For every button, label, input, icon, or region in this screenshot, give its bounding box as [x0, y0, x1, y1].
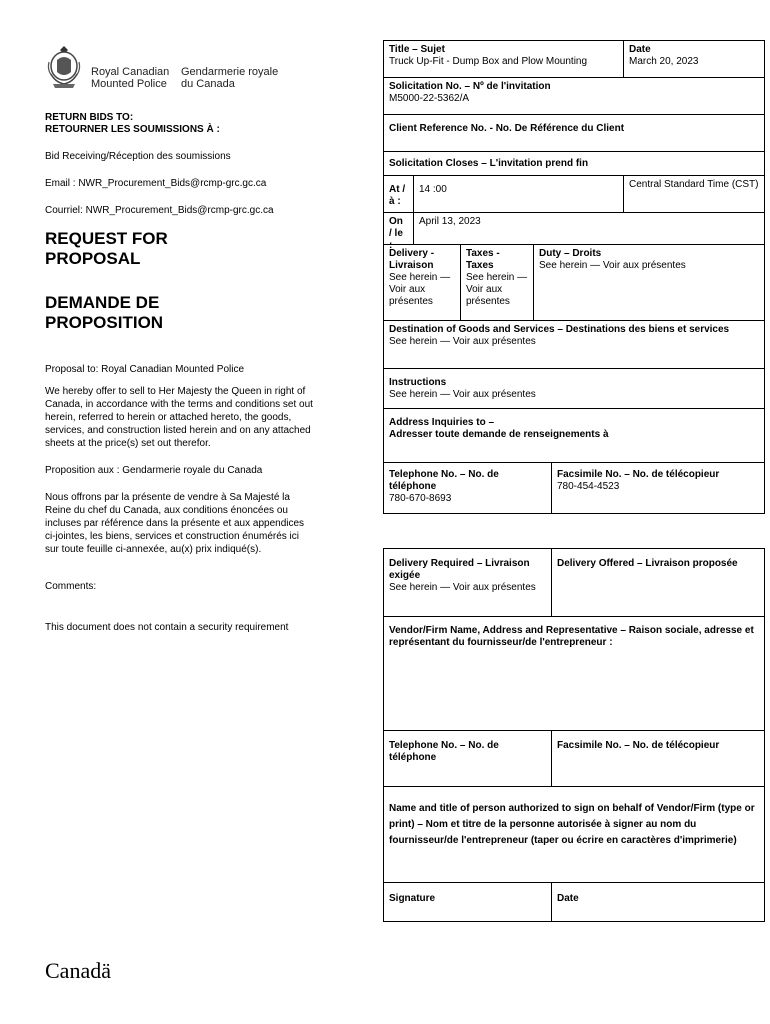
- fax-cell: [552, 463, 764, 513]
- return-bids: [45, 112, 315, 136]
- timezone: Central Standard Time (CST): [629, 179, 759, 190]
- delivery-value: See herein — Voir aux présentes: [389, 272, 451, 307]
- date-cell: [624, 41, 764, 77]
- solicitation-cell: [384, 78, 764, 114]
- vendor-tel-label[interactable]: Telephone No. – No. de téléphone: [384, 731, 552, 786]
- canada-wordmark: Canadä: [45, 958, 111, 983]
- offer-fr: Nous offrons par la présente de vendre à Sa Majesté la Reine du chef du Canada, aux conditions énoncées ou incluses par référence dans la présente et aux appendices ci-jointes, les biens, services et construction énumérés ici sur toute feuille ci-annexée, au(x) prix indiqué(s).: [45, 492, 305, 555]
- delivery-req-cell: [384, 549, 552, 616]
- solicitation-label: Solicitation No. – Nº de l'invitation: [389, 81, 551, 92]
- vendor-form: [383, 548, 765, 922]
- name-title-row[interactable]: [384, 787, 764, 883]
- email-text: Email : NWR_Procurement_Bids@rcmp-grc.gc.ca: [45, 178, 267, 189]
- destination-cell: [384, 321, 764, 368]
- rfp-title-fr-line2: PROPOSITION: [45, 313, 164, 332]
- title-label: Title – Sujet: [389, 44, 445, 55]
- rcmp-logo: [45, 40, 315, 90]
- closing-time: 14 :00: [414, 176, 624, 212]
- at-label: At /à :: [384, 176, 414, 212]
- return-bids-fr: RETOURNER LES SOUMISSIONS À :: [45, 124, 220, 135]
- closes-time-row: [384, 176, 764, 213]
- tel-cell: [384, 463, 552, 513]
- instructions-cell: [384, 369, 764, 408]
- title-cell: [384, 41, 624, 77]
- address-cell: [384, 409, 764, 462]
- tel-value: 780-670-8693: [389, 493, 452, 504]
- destination-label: Destination of Goods and Services – Destinations des biens et services: [389, 324, 730, 335]
- title-row: [384, 41, 764, 78]
- signature-label[interactable]: Signature: [384, 883, 552, 921]
- bid-receiving: Bid Receiving/Réception des soumissions: [45, 151, 231, 162]
- vendor-label: Vendor/Firm Name, Address and Representative – Raison sociale, adresse et représentant du fournisseur/de l'entrepreneur :: [389, 625, 754, 648]
- signature-date-label[interactable]: Date: [557, 893, 579, 904]
- bid-info-form: [383, 40, 765, 514]
- rcmp-crest-icon: [45, 44, 83, 90]
- date-value: March 20, 2023: [629, 56, 699, 67]
- client-ref-row: [384, 115, 764, 152]
- left-column: [45, 40, 315, 634]
- address-label: Address Inquiries to –: [389, 417, 495, 428]
- delivery-req-label: Delivery Required – Livraison exigée: [389, 558, 530, 581]
- vendor-fax-label[interactable]: Facsimile No. – No. de télécopieur: [557, 740, 720, 751]
- duty-cell: [534, 245, 764, 320]
- rcmp-name-en: Royal Canadian Mounted Police: [91, 66, 170, 90]
- rfp-title-en-line2: PROPOSAL: [45, 249, 141, 268]
- rfp-title-fr-line1: DEMANDE DE: [45, 293, 160, 312]
- rfp-title-fr: [45, 293, 315, 333]
- destination-row: [384, 321, 764, 369]
- rfp-title-en-line1: REQUEST FOR: [45, 229, 168, 248]
- vendor-contact-row: [384, 731, 764, 787]
- closes-date-row: [384, 213, 764, 251]
- name-title-label: Name and title of person authorized to sign on behalf of Vendor/Firm (type or print) – Nom et titre de la personne autorisée à signer au nom du fournisseur/de l'entrepreneur (taper ou écrire en caractères d'imprimerie): [389, 803, 755, 846]
- on-label: On / le :: [384, 213, 414, 244]
- delivery-req-value: See herein — Voir aux présentes: [389, 582, 536, 593]
- signature-row: [384, 883, 764, 921]
- delivery-cell: [384, 245, 461, 320]
- comments-label: Comments:: [45, 581, 97, 592]
- destination-value: See herein — Voir aux présentes: [389, 336, 536, 347]
- closes-label: Solicitation Closes – L'invitation prend fin: [389, 158, 589, 169]
- courriel-text: Courriel: NWR_Procurement_Bids@rcmp-grc.gc.ca: [45, 205, 274, 216]
- rcmp-name-fr: Gendarmerie royale du Canada: [181, 66, 279, 90]
- date-label: Date: [629, 44, 651, 55]
- rfp-title-en: [45, 229, 315, 269]
- closes-row: [384, 152, 764, 176]
- proposal-to: Proposal to: Royal Canadian Mounted Police: [45, 364, 245, 375]
- delivery-label: Delivery - Livraison: [389, 248, 435, 271]
- taxes-label: Taxes - Taxes: [466, 248, 500, 271]
- closing-date: April 13, 2023: [419, 216, 481, 227]
- solicitation-row: [384, 78, 764, 115]
- delivery-off-label: Delivery Offered – Livraison proposée: [557, 558, 738, 569]
- taxes-value: See herein — Voir aux présentes: [466, 272, 528, 307]
- address-label-fr: Adresser toute demande de renseignements à: [389, 429, 609, 440]
- duty-value: See herein — Voir aux présentes: [539, 260, 686, 271]
- contact-row: [384, 463, 764, 513]
- proposition-aux: Proposition aux : Gendarmerie royale du Canada: [45, 465, 263, 476]
- vendor-row[interactable]: [384, 617, 764, 731]
- delivery-taxes-row: [384, 245, 764, 321]
- title-value: Truck Up-Fit - Dump Box and Plow Mounting: [389, 56, 588, 67]
- security-note: This document does not contain a security requirement: [45, 622, 289, 633]
- instructions-row: [384, 369, 764, 409]
- duty-label: Duty – Droits: [539, 248, 602, 259]
- delivery-req-row: [384, 549, 764, 617]
- taxes-cell: [461, 245, 534, 320]
- fax-value: 780-454-4523: [557, 481, 620, 492]
- client-ref-label: Client Reference No. - No. De Référence du Client: [389, 123, 625, 134]
- solicitation-number: M5000-22-5362/A: [389, 93, 470, 104]
- instructions-label: Instructions: [389, 377, 447, 388]
- instructions-value: See herein — Voir aux présentes: [389, 389, 536, 400]
- offer-en: We hereby offer to sell to Her Majesty the Queen in right of Canada, in accordance with the terms and conditions set out herein, referred to herein or attached hereto, the goods, services, and construction listed herein and on any attached sheets at the price(s) set out therefor.: [45, 386, 313, 449]
- fax-label: Facsimile No. – No. de télécopieur: [557, 469, 720, 480]
- address-row: [384, 409, 764, 463]
- return-bids-en: RETURN BIDS TO:: [45, 112, 134, 123]
- tel-label: Telephone No. – No. de téléphone: [389, 469, 499, 492]
